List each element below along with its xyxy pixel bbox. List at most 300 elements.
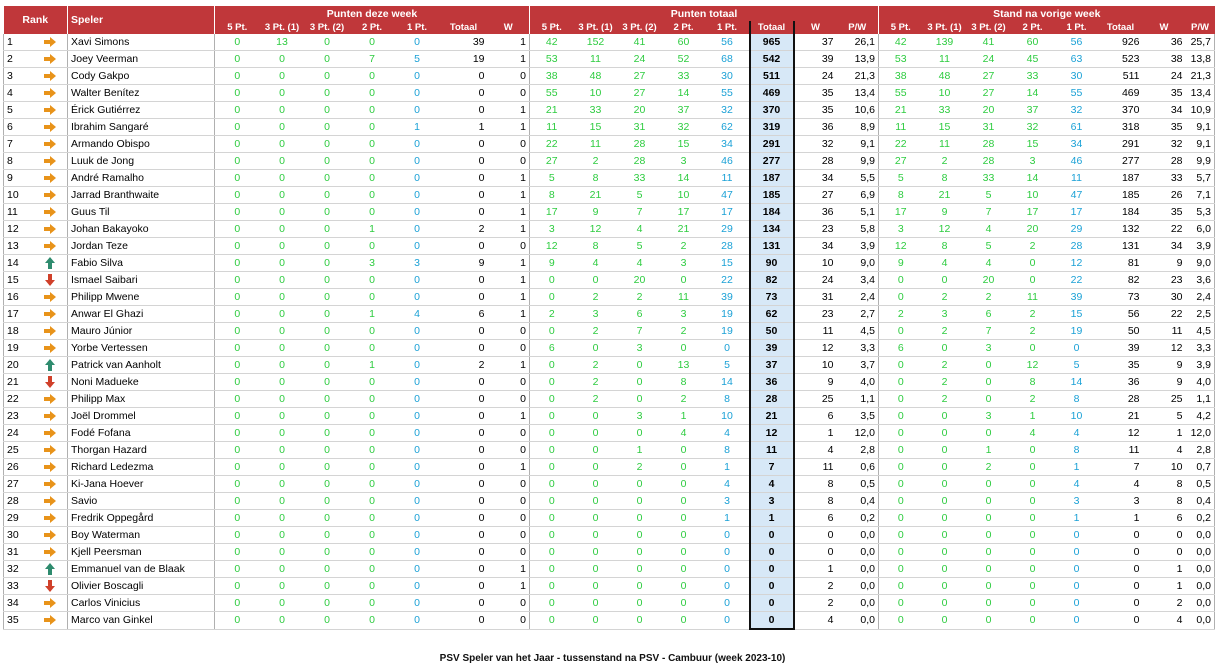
- trend-side-arrow-icon: [34, 170, 68, 187]
- week-col-header: W: [488, 21, 530, 34]
- week-value-cell: 0: [350, 272, 395, 289]
- prev-value-cell: 291: [1099, 136, 1143, 153]
- total-value-cell: 3,5: [837, 408, 879, 425]
- prev-value-cell: 0: [879, 374, 923, 391]
- total-value-cell: 9: [574, 204, 618, 221]
- total-value-cell: 511: [750, 68, 794, 85]
- prev-value-cell: 0: [923, 476, 967, 493]
- week-value-cell: 0: [440, 527, 488, 544]
- prev-value-cell: 17: [1011, 204, 1055, 221]
- total-col-header: 2 Pt.: [662, 21, 706, 34]
- total-value-cell: 3: [618, 340, 662, 357]
- rank-cell: 12: [4, 221, 34, 238]
- total-value-cell: 0: [618, 374, 662, 391]
- trend-side-arrow-icon: [34, 425, 68, 442]
- total-value-cell: 41: [618, 34, 662, 51]
- week-value-cell: 0: [440, 391, 488, 408]
- rank-cell: 3: [4, 68, 34, 85]
- prev-value-cell: 2: [923, 289, 967, 306]
- week-value-cell: 0: [440, 578, 488, 595]
- week-value-cell: 0: [440, 102, 488, 119]
- total-value-cell: 15: [706, 255, 750, 272]
- total-value-cell: 319: [750, 119, 794, 136]
- trend-side-arrow-icon: [34, 340, 68, 357]
- prev-value-cell: 55: [1055, 85, 1099, 102]
- prev-value-cell: 4: [1143, 442, 1186, 459]
- total-value-cell: 48: [574, 68, 618, 85]
- total-value-cell: 152: [574, 34, 618, 51]
- prev-value-cell: 73: [1099, 289, 1143, 306]
- prev-value-cell: 0: [923, 408, 967, 425]
- prev-value-cell: 14: [1011, 170, 1055, 187]
- total-value-cell: 4,0: [837, 374, 879, 391]
- total-value-cell: 3: [530, 221, 574, 238]
- total-value-cell: 0: [706, 527, 750, 544]
- prev-value-cell: 30: [1055, 68, 1099, 85]
- total-value-cell: 37: [662, 102, 706, 119]
- week-value-cell: 0: [350, 561, 395, 578]
- week-value-cell: 0: [215, 493, 260, 510]
- total-value-cell: 9,9: [837, 153, 879, 170]
- week-value-cell: 0: [260, 442, 305, 459]
- week-value-cell: 0: [305, 527, 350, 544]
- prev-value-cell: 6: [967, 306, 1011, 323]
- prev-value-cell: 0,0: [1186, 561, 1215, 578]
- week-value-cell: 0: [395, 136, 440, 153]
- week-value-cell: 0: [260, 357, 305, 374]
- prev-value-cell: 50: [1099, 323, 1143, 340]
- prev-value-cell: 318: [1099, 119, 1143, 136]
- total-value-cell: 4: [618, 255, 662, 272]
- prev-value-cell: 12: [879, 238, 923, 255]
- prev-value-cell: 0: [1055, 561, 1099, 578]
- week-value-cell: 0: [215, 408, 260, 425]
- prev-value-cell: 3,9: [1186, 238, 1215, 255]
- prev-value-cell: 0: [923, 595, 967, 612]
- total-value-cell: 21: [574, 187, 618, 204]
- total-value-cell: 0: [574, 476, 618, 493]
- week-value-cell: 0: [305, 306, 350, 323]
- prev-value-cell: 0: [879, 442, 923, 459]
- total-value-cell: 0: [574, 459, 618, 476]
- week-value-cell: 0: [440, 136, 488, 153]
- prev-value-cell: 21: [1099, 408, 1143, 425]
- week-value-cell: 0: [260, 153, 305, 170]
- prev-value-cell: 7,1: [1186, 187, 1215, 204]
- total-value-cell: 5: [530, 170, 574, 187]
- prev-value-cell: 0: [1099, 527, 1143, 544]
- prev-value-cell: 12: [1143, 340, 1186, 357]
- prev-value-cell: 22: [1055, 272, 1099, 289]
- week-value-cell: 0: [305, 391, 350, 408]
- prev-value-cell: 33: [1011, 68, 1055, 85]
- week-value-cell: 9: [440, 255, 488, 272]
- trend-side-arrow-icon: [34, 544, 68, 561]
- prev-value-cell: 1: [1143, 561, 1186, 578]
- prev-value-cell: 0: [1011, 612, 1055, 630]
- total-value-cell: 33: [662, 68, 706, 85]
- week-value-cell: 0: [215, 527, 260, 544]
- prev-value-cell: 1: [1055, 459, 1099, 476]
- prev-value-cell: 33: [967, 170, 1011, 187]
- total-value-cell: 8: [662, 374, 706, 391]
- total-value-cell: 9: [530, 255, 574, 272]
- prev-value-cell: 0: [1055, 578, 1099, 595]
- prev-value-cell: 0: [1099, 612, 1143, 630]
- week-value-cell: 0: [440, 561, 488, 578]
- total-value-cell: 73: [750, 289, 794, 306]
- total-value-cell: 2: [794, 578, 837, 595]
- total-value-cell: 3,7: [837, 357, 879, 374]
- week-value-cell: 1: [488, 170, 530, 187]
- total-value-cell: 1: [662, 408, 706, 425]
- total-value-cell: 0: [706, 578, 750, 595]
- week-value-cell: 0: [305, 272, 350, 289]
- week-value-cell: 0: [305, 340, 350, 357]
- player-name: Savio: [68, 493, 215, 510]
- prev-value-cell: 5: [1143, 408, 1186, 425]
- total-value-cell: 39: [750, 340, 794, 357]
- total-value-cell: 0: [574, 527, 618, 544]
- week-value-cell: 39: [440, 34, 488, 51]
- week-value-cell: 1: [488, 357, 530, 374]
- prev-value-cell: 3: [967, 340, 1011, 357]
- week-value-cell: 0: [260, 374, 305, 391]
- week-col-header: Totaal: [440, 21, 488, 34]
- week-value-cell: 0: [488, 340, 530, 357]
- week-value-cell: 0: [260, 493, 305, 510]
- week-value-cell: 0: [350, 476, 395, 493]
- player-name: Yorbe Vertessen: [68, 340, 215, 357]
- player-name: Joël Drommel: [68, 408, 215, 425]
- table-row: [4, 425, 1215, 442]
- prev-value-cell: 3: [1099, 493, 1143, 510]
- week-value-cell: 0: [395, 578, 440, 595]
- week-value-cell: 0: [305, 153, 350, 170]
- total-value-cell: 11: [750, 442, 794, 459]
- trend-side-arrow-icon: [34, 34, 68, 51]
- week-value-cell: 0: [440, 425, 488, 442]
- player-name: Joey Veerman: [68, 51, 215, 68]
- week-value-cell: 0: [215, 578, 260, 595]
- week-value-cell: 1: [440, 119, 488, 136]
- week-value-cell: 0: [350, 612, 395, 630]
- total-value-cell: 0: [530, 289, 574, 306]
- prev-value-cell: 48: [923, 68, 967, 85]
- total-value-cell: 291: [750, 136, 794, 153]
- week-value-cell: 0: [215, 289, 260, 306]
- prev-value-cell: 8: [923, 170, 967, 187]
- week-value-cell: 0: [350, 85, 395, 102]
- trend-up-arrow-icon: [34, 357, 68, 374]
- trend-side-arrow-icon: [34, 612, 68, 630]
- table-row: [4, 323, 1215, 340]
- week-value-cell: 0: [305, 323, 350, 340]
- total-value-cell: 11: [530, 119, 574, 136]
- table-row: [4, 476, 1215, 493]
- week-value-cell: 1: [488, 289, 530, 306]
- prev-value-cell: 0: [879, 595, 923, 612]
- player-name: Carlos Vinicius: [68, 595, 215, 612]
- total-value-cell: 3: [618, 408, 662, 425]
- week-value-cell: 0: [395, 442, 440, 459]
- total-value-cell: 5,5: [837, 170, 879, 187]
- prev-value-cell: 20: [967, 272, 1011, 289]
- total-value-cell: 37: [794, 34, 837, 51]
- table-row: [4, 289, 1215, 306]
- prev-value-cell: 8: [1143, 493, 1186, 510]
- week-value-cell: 0: [395, 561, 440, 578]
- prev-value-cell: 4,5: [1186, 323, 1215, 340]
- total-value-cell: 22: [706, 272, 750, 289]
- total-value-cell: 5,1: [837, 204, 879, 221]
- week-value-cell: 0: [350, 238, 395, 255]
- total-value-cell: 0: [706, 561, 750, 578]
- prev-value-cell: 12: [1099, 425, 1143, 442]
- week-col-header: 2 Pt.: [350, 21, 395, 34]
- prev-value-cell: 469: [1099, 85, 1143, 102]
- total-value-cell: 62: [750, 306, 794, 323]
- prev-value-cell: 24: [1143, 68, 1186, 85]
- prev-value-cell: 0: [879, 578, 923, 595]
- week-value-cell: 0: [440, 272, 488, 289]
- total-value-cell: 5,8: [837, 221, 879, 238]
- prev-value-cell: 0: [923, 510, 967, 527]
- total-value-cell: 27: [794, 187, 837, 204]
- week-value-cell: 0: [395, 34, 440, 51]
- total-value-cell: 17: [706, 204, 750, 221]
- trend-down-arrow-icon: [34, 272, 68, 289]
- week-value-cell: 0: [260, 527, 305, 544]
- week-value-cell: 0: [395, 289, 440, 306]
- week-value-cell: 0: [440, 289, 488, 306]
- prev-value-cell: 12: [1055, 255, 1099, 272]
- prev-col-header: P/W: [1186, 21, 1215, 34]
- prev-value-cell: 511: [1099, 68, 1143, 85]
- rank-cell: 34: [4, 595, 34, 612]
- week-value-cell: 0: [488, 238, 530, 255]
- table-row: [4, 357, 1215, 374]
- table-row: [4, 493, 1215, 510]
- week-value-cell: 0: [215, 187, 260, 204]
- prev-value-cell: 45: [1011, 51, 1055, 68]
- week-value-cell: 0: [305, 612, 350, 630]
- prev-value-cell: 47: [1055, 187, 1099, 204]
- prev-value-cell: 26: [1143, 187, 1186, 204]
- prev-value-cell: 0: [879, 459, 923, 476]
- total-value-cell: 4,5: [837, 323, 879, 340]
- prev-value-cell: 0: [1055, 544, 1099, 561]
- prev-value-cell: 0: [923, 578, 967, 595]
- total-value-cell: 52: [662, 51, 706, 68]
- prev-value-cell: 3: [1011, 153, 1055, 170]
- player-name: Mauro Júnior: [68, 323, 215, 340]
- prev-value-cell: 1,1: [1186, 391, 1215, 408]
- prev-value-cell: 46: [1055, 153, 1099, 170]
- total-value-cell: 8: [794, 493, 837, 510]
- prev-value-cell: 0: [1011, 561, 1055, 578]
- week-value-cell: 0: [305, 425, 350, 442]
- week-value-cell: 0: [260, 425, 305, 442]
- week-value-cell: 1: [488, 561, 530, 578]
- prev-value-cell: 2: [923, 374, 967, 391]
- total-value-cell: 4: [706, 425, 750, 442]
- week-col-header: 3 Pt. (1): [260, 21, 305, 34]
- week-value-cell: 0: [305, 34, 350, 51]
- total-value-cell: 0: [618, 493, 662, 510]
- prev-value-cell: 9: [879, 255, 923, 272]
- prev-value-cell: 15: [923, 119, 967, 136]
- prev-value-cell: 2,5: [1186, 306, 1215, 323]
- total-value-cell: 12: [750, 425, 794, 442]
- total-value-cell: 14: [706, 374, 750, 391]
- prev-col-header: 5 Pt.: [879, 21, 923, 34]
- total-value-cell: 0: [662, 442, 706, 459]
- trend-side-arrow-icon: [34, 527, 68, 544]
- total-value-cell: 10: [706, 408, 750, 425]
- total-value-cell: 184: [750, 204, 794, 221]
- total-value-cell: 2: [618, 459, 662, 476]
- prev-value-cell: 31: [967, 119, 1011, 136]
- prev-value-cell: 0: [967, 561, 1011, 578]
- total-value-cell: 0: [618, 476, 662, 493]
- prev-value-cell: 10: [1143, 459, 1186, 476]
- total-value-cell: 5: [706, 357, 750, 374]
- prev-value-cell: 2: [1011, 391, 1055, 408]
- prev-value-cell: 0: [967, 612, 1011, 630]
- total-value-cell: 0: [662, 561, 706, 578]
- prev-value-cell: 4: [967, 255, 1011, 272]
- week-value-cell: 1: [488, 272, 530, 289]
- prev-value-cell: 41: [967, 34, 1011, 51]
- prev-value-cell: 0: [879, 323, 923, 340]
- prev-value-cell: 4,2: [1186, 408, 1215, 425]
- rank-header: Rank: [4, 6, 68, 34]
- prev-value-cell: 1: [967, 442, 1011, 459]
- prev-value-cell: 2: [879, 306, 923, 323]
- total-value-cell: 0,2: [837, 510, 879, 527]
- player-name: Jarrad Branthwaite: [68, 187, 215, 204]
- total-value-cell: 33: [574, 102, 618, 119]
- total-value-cell: 0: [794, 544, 837, 561]
- prev-value-cell: 132: [1099, 221, 1143, 238]
- total-value-cell: 0: [618, 595, 662, 612]
- week-value-cell: 0: [305, 544, 350, 561]
- prev-value-cell: 8: [879, 187, 923, 204]
- prev-value-cell: 14: [1011, 85, 1055, 102]
- prev-value-cell: 4,0: [1186, 374, 1215, 391]
- total-value-cell: 4: [618, 221, 662, 238]
- prev-value-cell: 27: [967, 68, 1011, 85]
- week-value-cell: 0: [215, 255, 260, 272]
- total-value-cell: 0: [618, 544, 662, 561]
- rank-cell: 6: [4, 119, 34, 136]
- total-value-cell: 3: [662, 153, 706, 170]
- prev-value-cell: 2: [1143, 595, 1186, 612]
- total-value-cell: 56: [706, 34, 750, 51]
- week-value-cell: 0: [260, 170, 305, 187]
- week-value-cell: 1: [350, 221, 395, 238]
- week-value-cell: 0: [305, 357, 350, 374]
- week-value-cell: 0: [305, 221, 350, 238]
- prev-value-cell: 8: [1055, 442, 1099, 459]
- total-value-cell: 26,1: [837, 34, 879, 51]
- rank-cell: 21: [4, 374, 34, 391]
- total-value-cell: 10: [794, 357, 837, 374]
- total-value-cell: 4: [662, 425, 706, 442]
- prev-value-cell: 14: [1055, 374, 1099, 391]
- table-row: [4, 459, 1215, 476]
- week-value-cell: 1: [488, 34, 530, 51]
- total-value-cell: 0: [530, 544, 574, 561]
- week-value-cell: 0: [215, 238, 260, 255]
- total-value-cell: 0: [618, 561, 662, 578]
- week-value-cell: 0: [440, 153, 488, 170]
- week-value-cell: 0: [305, 595, 350, 612]
- total-value-cell: 0: [530, 459, 574, 476]
- prev-value-cell: 0: [1011, 544, 1055, 561]
- total-value-cell: 28: [750, 391, 794, 408]
- total-value-cell: 7: [618, 323, 662, 340]
- week-value-cell: 0: [395, 612, 440, 630]
- total-value-cell: 13: [662, 357, 706, 374]
- prev-value-cell: 36: [1099, 374, 1143, 391]
- trend-side-arrow-icon: [34, 493, 68, 510]
- week-value-cell: 3: [350, 255, 395, 272]
- week-value-cell: 0: [215, 51, 260, 68]
- player-name: Noni Madueke: [68, 374, 215, 391]
- total-value-cell: 0: [750, 578, 794, 595]
- prev-value-cell: 12,0: [1186, 425, 1215, 442]
- prev-value-cell: 2: [1011, 238, 1055, 255]
- total-value-cell: 185: [750, 187, 794, 204]
- total-value-cell: 0: [574, 578, 618, 595]
- total-value-cell: 28: [618, 136, 662, 153]
- week-value-cell: 0: [440, 442, 488, 459]
- week-value-cell: 0: [488, 153, 530, 170]
- week-value-cell: 0: [350, 153, 395, 170]
- total-value-cell: 0: [794, 527, 837, 544]
- week-value-cell: 0: [488, 391, 530, 408]
- prev-value-cell: 0: [1011, 595, 1055, 612]
- total-value-cell: 32: [706, 102, 750, 119]
- prev-value-cell: 0: [967, 374, 1011, 391]
- prev-value-cell: 0: [1011, 459, 1055, 476]
- week-value-cell: 0: [305, 578, 350, 595]
- week-value-cell: 0: [395, 221, 440, 238]
- prev-value-cell: 35: [1099, 357, 1143, 374]
- total-value-cell: 4: [750, 476, 794, 493]
- total-value-cell: 28: [706, 238, 750, 255]
- prev-value-cell: 131: [1099, 238, 1143, 255]
- table-row: [4, 238, 1215, 255]
- prev-value-cell: 0,0: [1186, 527, 1215, 544]
- week-value-cell: 1: [488, 204, 530, 221]
- prev-value-cell: 0: [967, 493, 1011, 510]
- rank-cell: 31: [4, 544, 34, 561]
- total-value-cell: 62: [706, 119, 750, 136]
- total-value-cell: 0,0: [837, 527, 879, 544]
- rank-cell: 33: [4, 578, 34, 595]
- table-caption: PSV Speler van het Jaar - tussenstand na PSV - Cambuur (week 2023-10): [439, 653, 786, 664]
- total-value-cell: 8: [706, 442, 750, 459]
- prev-value-cell: 21,3: [1186, 68, 1215, 85]
- total-col-header: W: [794, 21, 837, 34]
- rank-cell: 24: [4, 425, 34, 442]
- week-value-cell: 0: [350, 578, 395, 595]
- trend-side-arrow-icon: [34, 102, 68, 119]
- total-value-cell: 0: [750, 612, 794, 630]
